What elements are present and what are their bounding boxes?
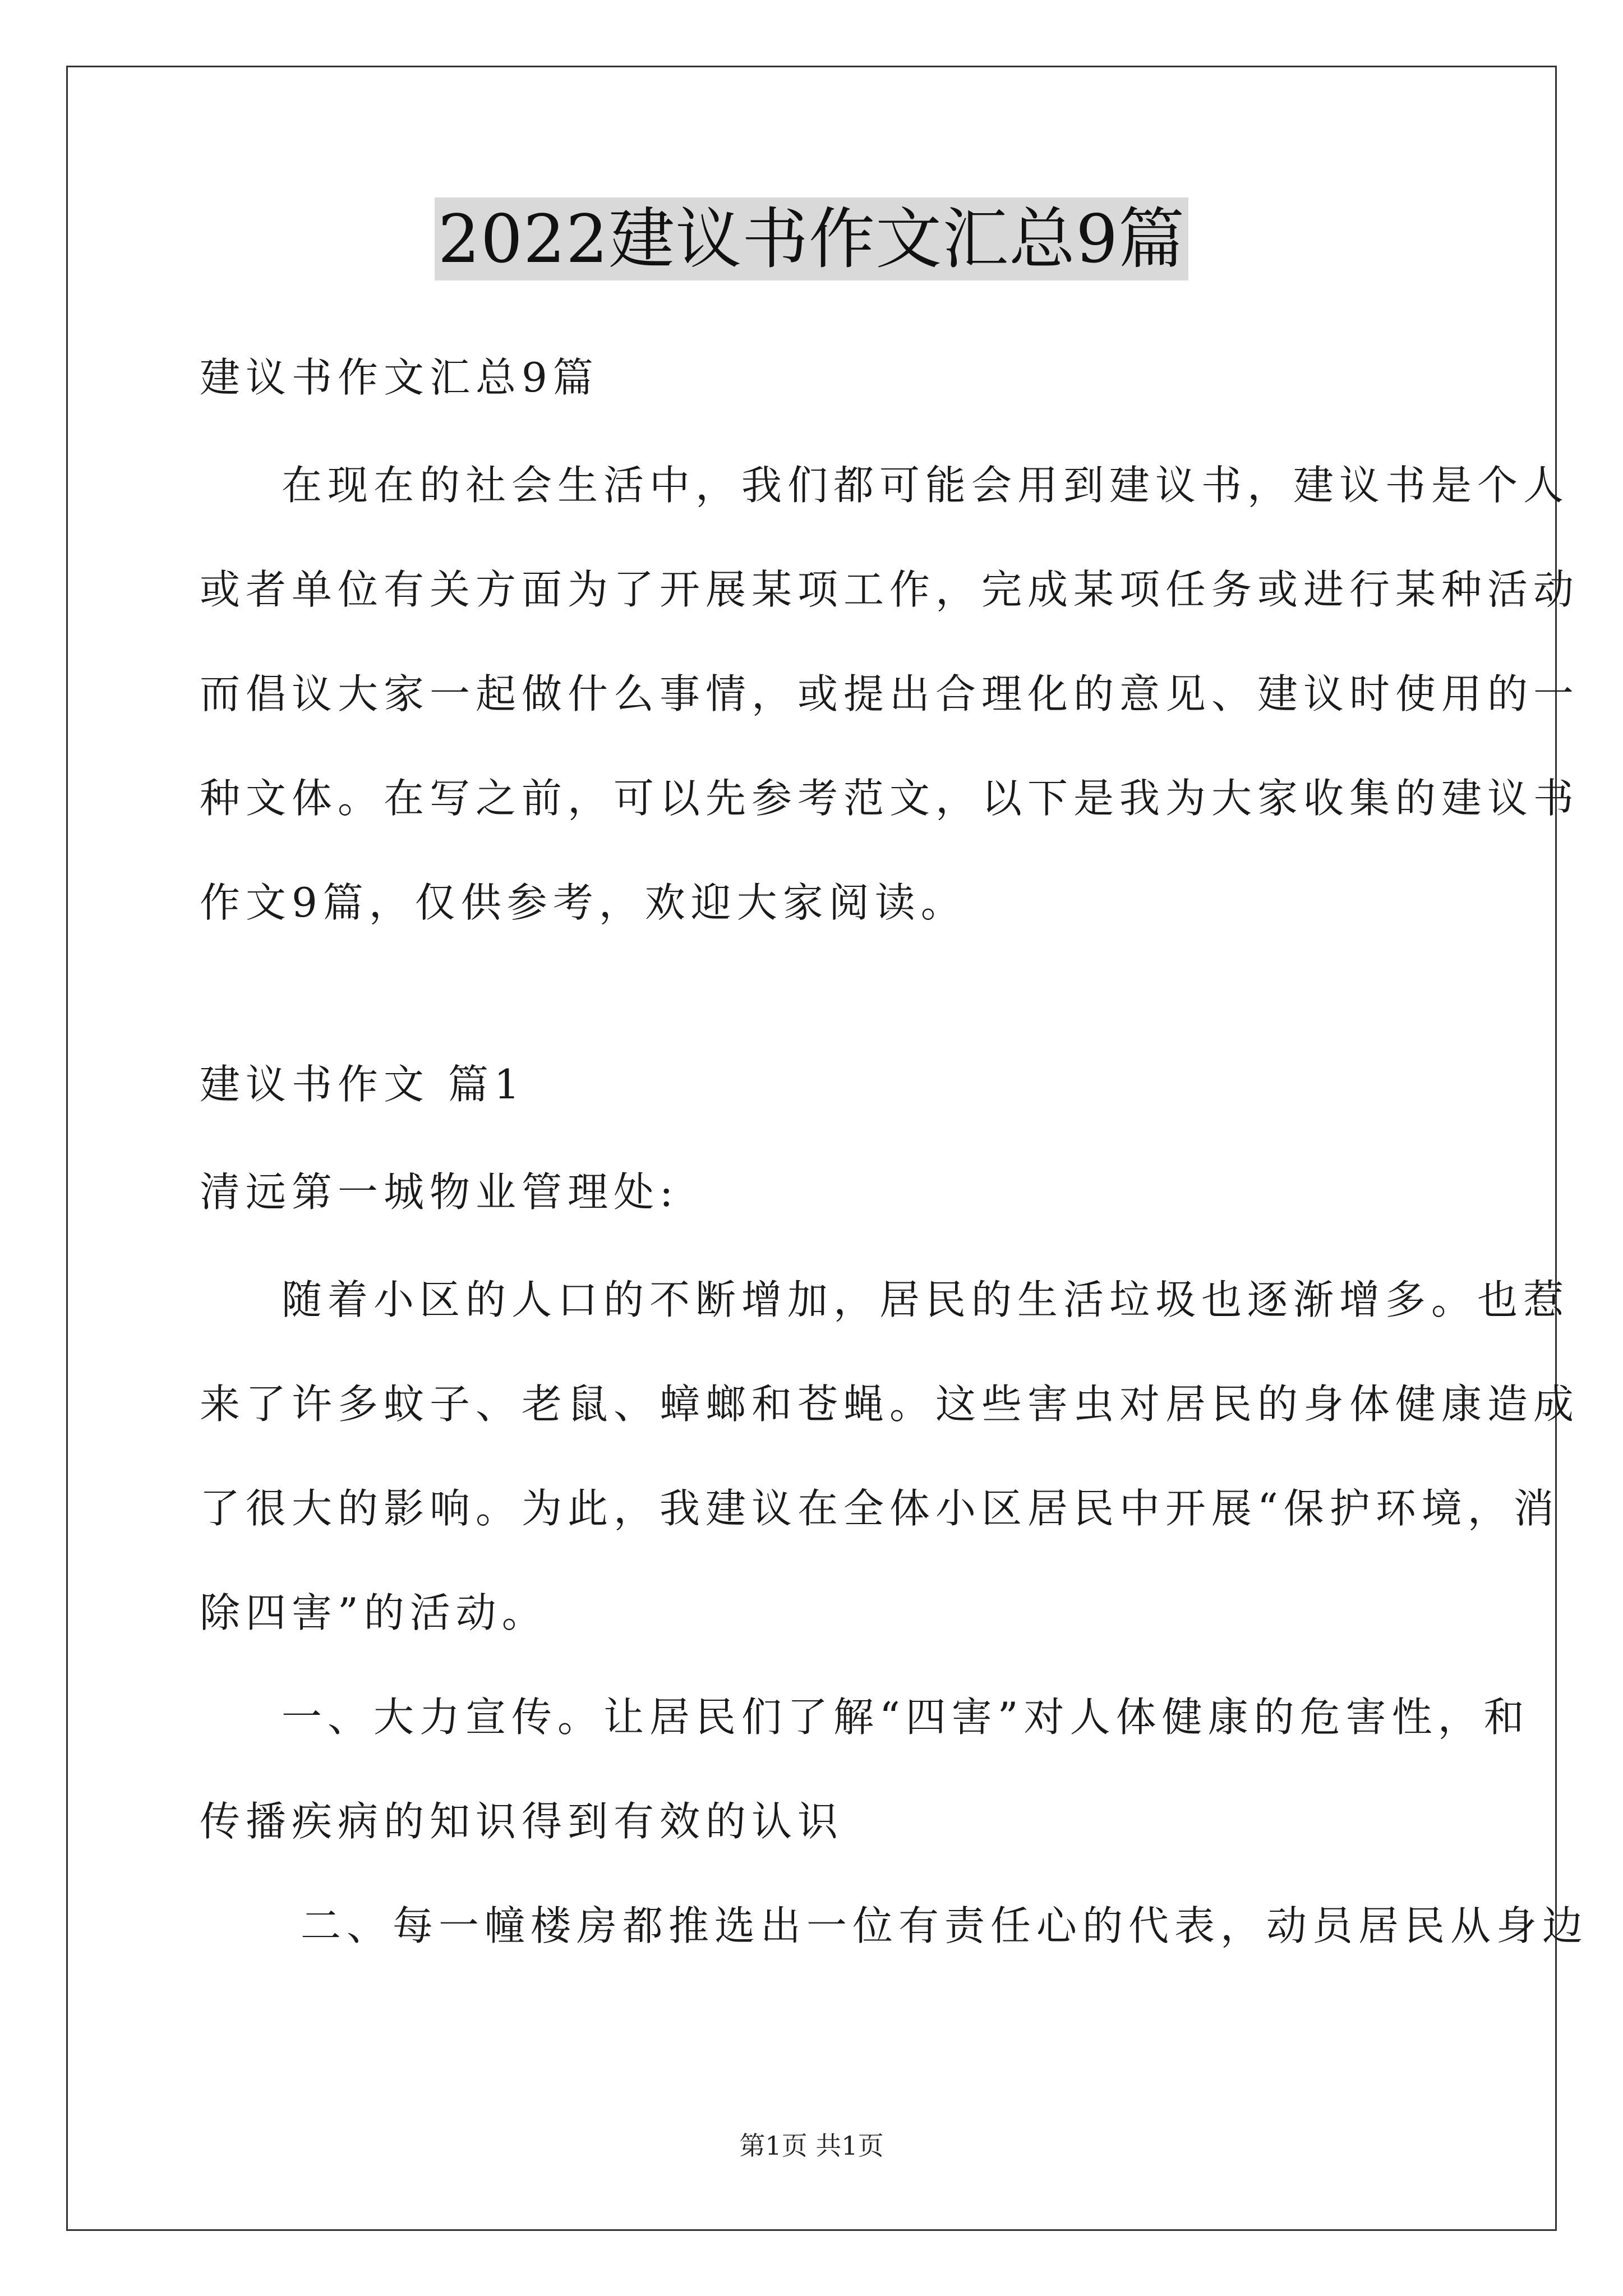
section-heading: 建议书作文 篇1 [200, 1061, 525, 1108]
document-subtitle: 建议书作文汇总9篇 [200, 354, 599, 401]
document-title: 2022建议书作文汇总9篇 [435, 197, 1188, 280]
salutation: 清远第一城物业管理处: [200, 1168, 679, 1216]
body-line-3: 了很大的影响。为此，我建议在全体小区居民中开展“保护环境，消 [200, 1485, 1560, 1532]
intro-line-1: 在现在的社会生活中，我们都可能会用到建议书，建议书是个人 [282, 462, 1570, 509]
body-line-6: 传播疾病的知识得到有效的认识 [200, 1798, 844, 1845]
body-line-1: 随着小区的人口的不断增加，居民的生活垃圾也逐渐增多。也惹 [282, 1276, 1570, 1323]
body-line-2: 来了许多蚊子、老鼠、蟑螂和苍蝇。这些害虫对居民的身体健康造成 [200, 1381, 1580, 1428]
body-line-5: 一、大力宣传。让居民们了解“四害”对人体健康的危害性，和 [282, 1694, 1530, 1741]
page-footer: 第1页 共1页 [739, 2131, 884, 2161]
intro-line-4: 种文体。在写之前，可以先参考范文，以下是我为大家收集的建议书 [200, 775, 1580, 822]
body-line-4: 除四害”的活动。 [200, 1589, 548, 1636]
intro-line-5: 作文9篇，仅供参考，欢迎大家阅读。 [200, 879, 967, 926]
intro-line-3: 而倡议大家一起做什么事情，或提出合理化的意见、建议时使用的一 [200, 670, 1580, 717]
body-line-7: 二、每一幢楼房都推选出一位有责任心的代表，动员居民从身边 [301, 1902, 1589, 1949]
intro-line-2: 或者单位有关方面为了开展某项工作，完成某项任务或进行某种活动 [200, 566, 1580, 613]
title-container [0, 197, 1623, 280]
